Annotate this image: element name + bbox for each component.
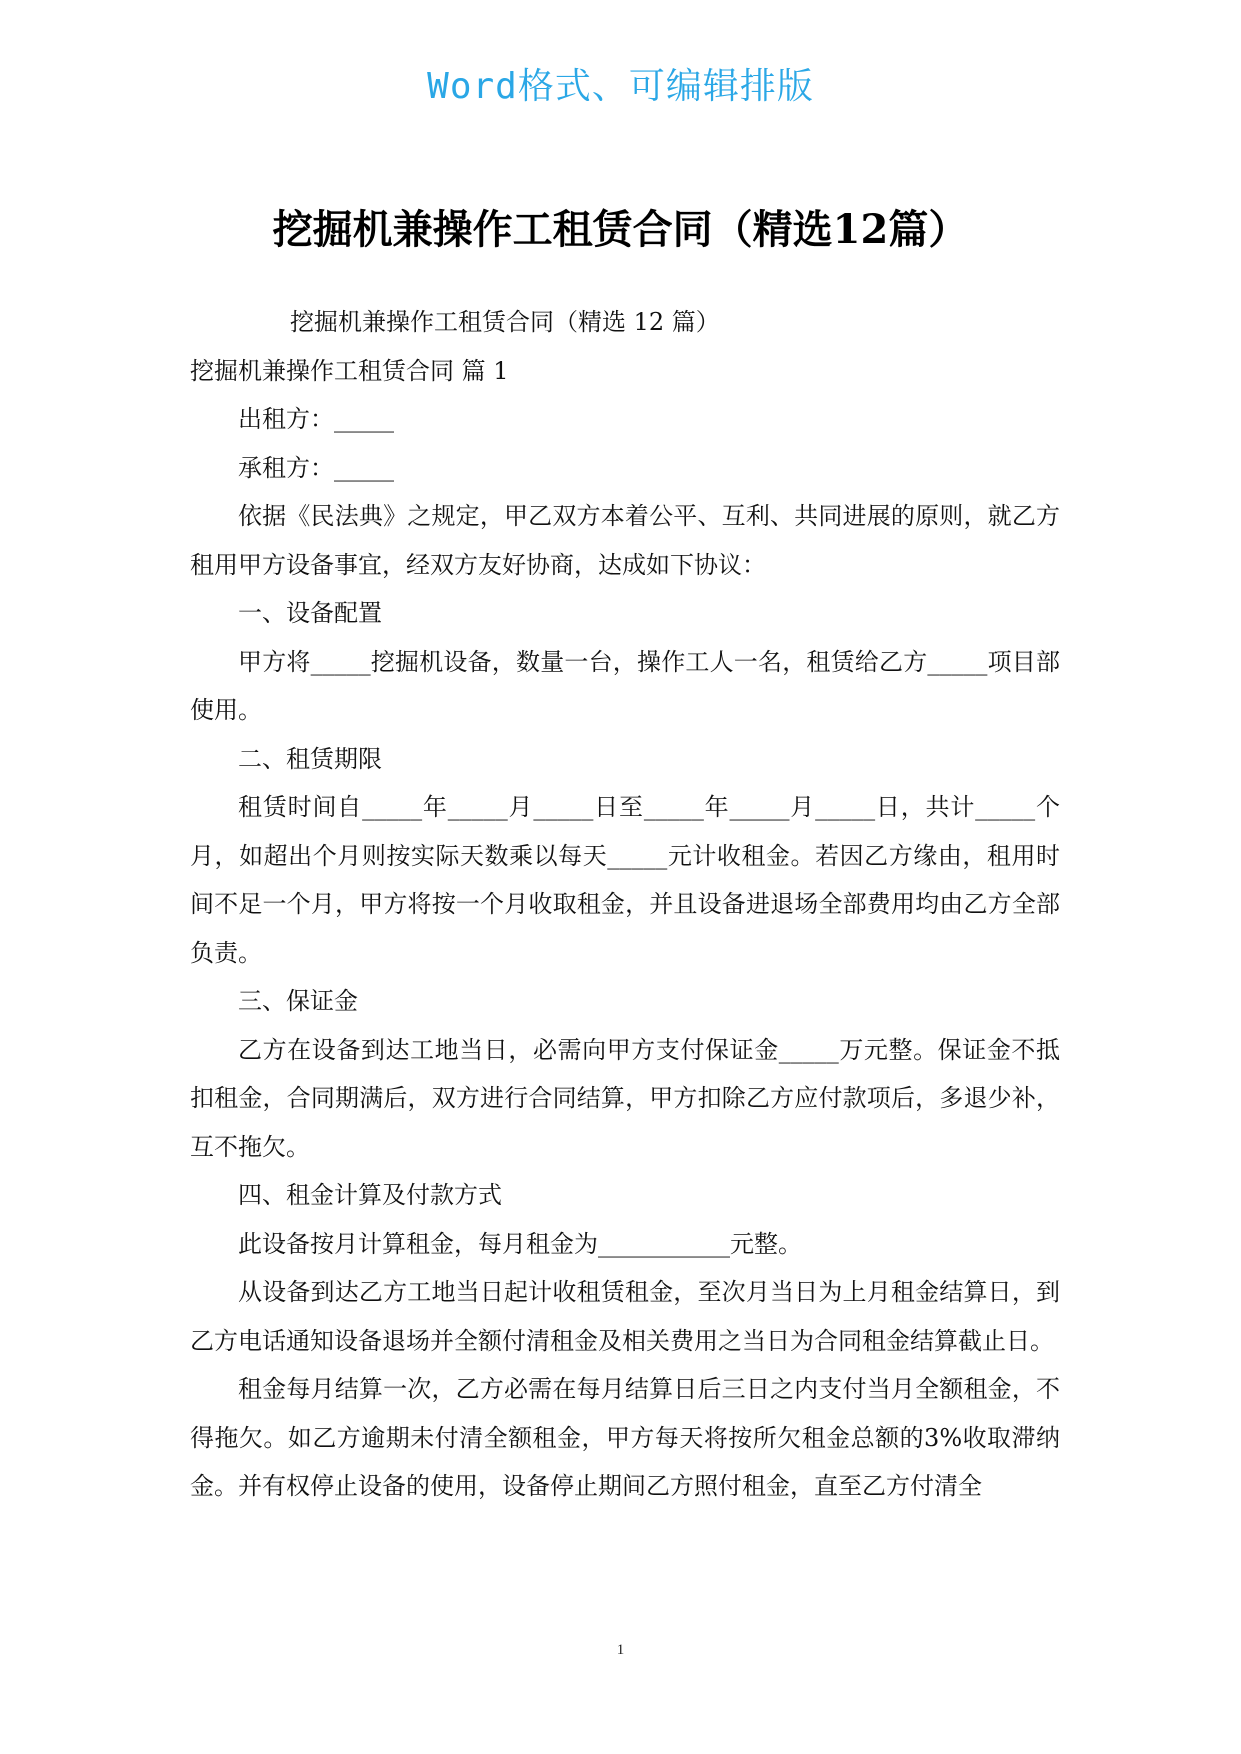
paragraph-lessee: 承租方：_____ — [238, 453, 394, 482]
paragraph-equipment: 甲方将_____挖掘机设备，数量一台，操作工人一名，租赁给乙方_____项目部使用。 — [190, 647, 1060, 724]
paragraph-rent-start: 从设备到达乙方工地当日起计收租赁租金，至次月当日为上月租金结算日，到乙方电话通知设备退场并全额付清租金及相关费用之当日为合同租金结算截止日。 — [190, 1278, 1060, 1355]
document-title: 挖掘机兼操作工租赁合同（精选12篇） — [272, 206, 969, 253]
document-body — [190, 298, 1060, 1511]
banner-text: Word格式、可编辑排版 — [427, 66, 814, 107]
clause-heading-equipment: 一、设备配置 — [238, 599, 382, 627]
clause-heading-payment: 四、租金计算及付款方式 — [238, 1181, 502, 1209]
paragraph-monthly-rent: 此设备按月计算租金，每月租金为___________元整。 — [238, 1229, 802, 1258]
paragraph-term: 租赁时间自_____年_____月_____日至_____年_____月_____日，共计_____个月，如超出个月则按实际天数乘以每天_____元计收租金。若因乙方缘由，租用时间不足一个月，甲方将按一个月收取租金，并且设备进退场全部费用均由乙方全部负责。 — [190, 793, 1060, 967]
paragraph-preamble: 依据《民法典》之规定，甲乙双方本着公平、互利、共同进展的原则，就乙方租用甲方设备事宜，经双方友好协商，达成如下协议： — [190, 502, 1060, 579]
document-subtitle: 挖掘机兼操作工租赁合同（精选 12 篇） — [290, 308, 720, 336]
clause-heading-deposit: 三、保证金 — [238, 987, 358, 1015]
paragraph-deposit: 乙方在设备到达工地当日，必需向甲方支付保证金_____万元整。保证金不抵扣租金，合同期满后，双方进行合同结算，甲方扣除乙方应付款项后，多退少补，互不拖欠。 — [190, 1035, 1060, 1161]
page-number: 1 — [616, 1642, 625, 1658]
paragraph-rent-settlement: 租金每月结算一次，乙方必需在每月结算日后三日之内支付当月全额租金，不得拖欠。如乙方逾期未付清全额租金，甲方每天将按所欠租金总额的3%收取滞纳金。并有权停止设备的使用，设备停止期间乙方照付租金，直至乙方付清全 — [190, 1375, 1060, 1500]
paragraph-lessor: 出租方：_____ — [238, 405, 394, 433]
section-heading: 挖掘机兼操作工租赁合同 篇 1 — [190, 356, 509, 385]
clause-heading-term: 二、租赁期限 — [238, 744, 382, 773]
